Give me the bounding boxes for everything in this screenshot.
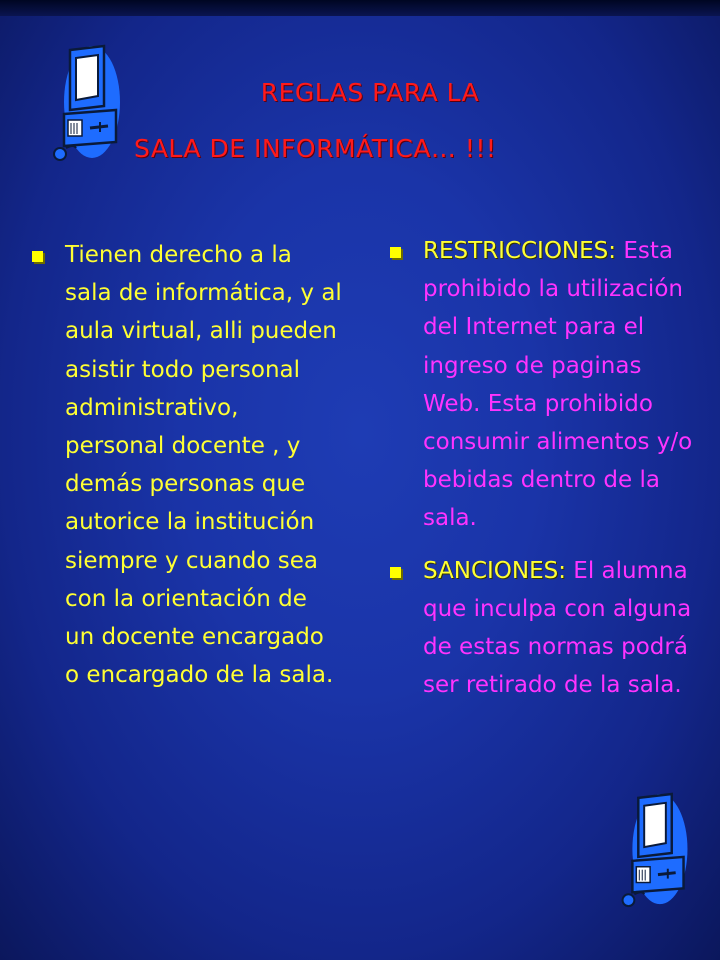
square-bullet-icon — [390, 567, 401, 578]
title-line-2: SALA DE INFORMÁTICA… !!! — [134, 134, 497, 163]
access-rule-text: Tienen derecho a la sala de informática, y al aula virtual, alli pueden asistir todo personal administrativo, personal docente , y demás personas que autorice la institución siempre y cuando sea con la orientación de un docente encargado o encargado de la sala. — [65, 242, 342, 689]
sanctions-item — [390, 552, 700, 705]
right-column — [390, 232, 700, 718]
top-bar — [0, 0, 720, 16]
sanctions-text: El alumna que inculpa con alguna de estas normas podrá ser retirado de la sala. — [423, 557, 692, 699]
computer-clipart-icon — [52, 44, 124, 166]
computer-clipart-icon — [620, 792, 692, 912]
restrictions-item — [390, 232, 700, 538]
left-column — [32, 236, 342, 694]
restrictions-label: RESTRICCIONES: — [423, 238, 617, 264]
restrictions-text: Esta prohibido la utilización del Internet para el ingreso de paginas Web. Esta prohibido consumir alimentos y/o bebidas dentro de la sala. — [423, 238, 693, 532]
square-bullet-icon — [390, 247, 401, 258]
square-bullet-icon — [32, 251, 43, 262]
sanctions-label: SANCIONES: — [423, 557, 566, 584]
title-line-1: REGLAS PARA LA — [260, 78, 480, 107]
